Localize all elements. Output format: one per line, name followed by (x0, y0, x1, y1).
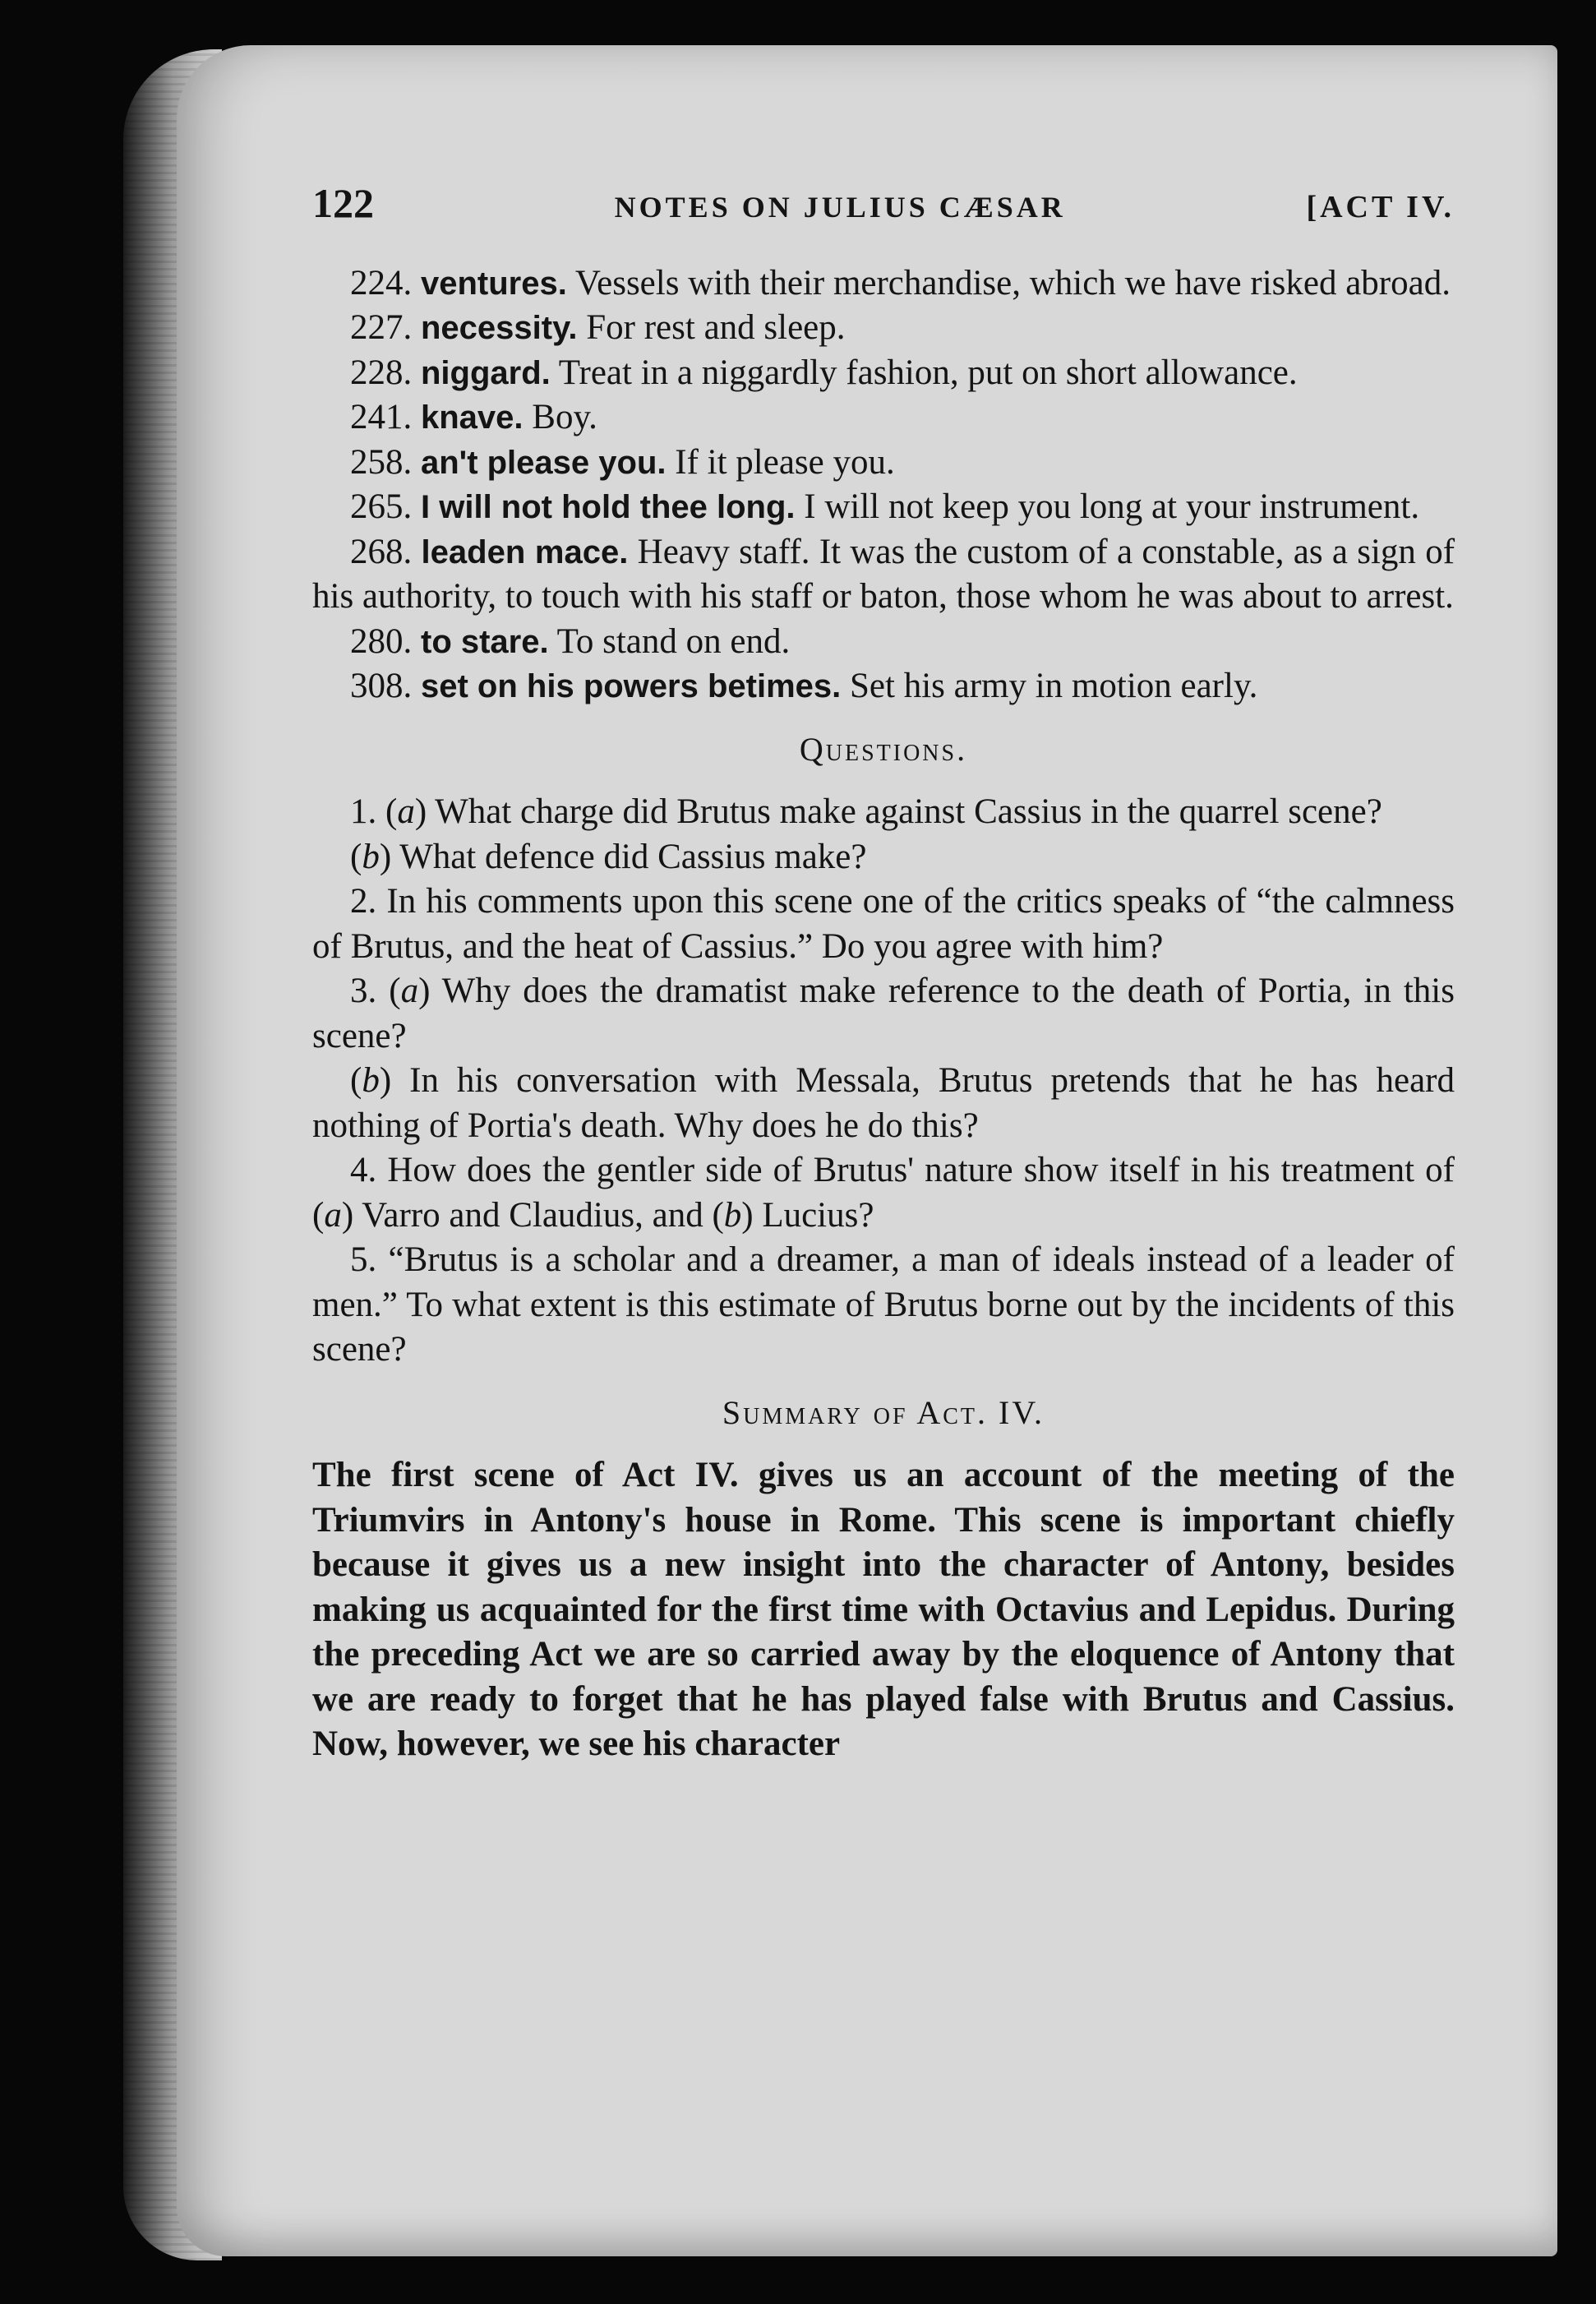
note-item: 258. an't please you. If it please you. (350, 442, 895, 482)
note-item: 224. ventures. Vessels with their merchandise, which we have risked abroad. (350, 263, 1451, 302)
act-label: [ACT IV. (1306, 190, 1455, 224)
question-item: 4. How does the gentler side of Brutus' nature show itself in his treatment of (a) Varro and Claudius, and (b) Lucius? (312, 1151, 1455, 1235)
notes-list (312, 261, 1455, 709)
running-head (312, 181, 1455, 230)
running-title: NOTES ON JULIUS CÆSAR (614, 191, 1066, 224)
note-item: 308. set on his powers betimes. Set his army in motion early. (350, 667, 1258, 705)
question-item: 3. (a) Why does the dramatist make reference to the death of Portia, in this scene? (312, 972, 1455, 1055)
note-item: 280. to stare. To stand on end. (350, 621, 791, 661)
note-item: 241. knave. Boy. (350, 398, 597, 436)
summary-paragraph: The first scene of Act IV. gives us an account of the meeting of the Triumvirs in Antony's house in Rome. This scene is important chiefly because it gives us a new insight into the character of Antony, besides making us acquainted for the first time with Octavius and Lepidus. During the preceding Act we are so carried away by the eloquence of Antony that we are ready to forget that he has played false with Brutus and Cassius. Now, however, we see his character (312, 1456, 1455, 1763)
page-number: 122 (312, 180, 374, 226)
question-item: 2. In his comments upon this scene one of the critics speaks of “the calmness of Brutus, and the heat of Cassius.” Do you agree with him? (312, 882, 1455, 966)
question-item: (b) In his conversation with Messala, Brutus pretends that he has heard nothing of Portia's death. Why does he do this? (312, 1061, 1455, 1145)
summary-heading: Summary of Act. IV. (722, 1393, 1045, 1431)
note-term: an't please you. (421, 444, 667, 481)
note-term: to stare. (421, 623, 549, 660)
note-item: 228. niggard. Treat in a niggardly fashion, put on short allowance. (350, 353, 1298, 392)
note-term: set on his powers betimes. (421, 668, 842, 704)
note-item: 268. leaden mace. Heavy staff. It was the custom of a constable, as a sign of his authority, to touch with his staff or baton, those whom he was about to arrest. (312, 532, 1455, 616)
note-term: knave. (421, 399, 524, 436)
note-item: 265. I will not hold thee long. I will not keep you long at your instrument. (350, 487, 1420, 526)
question-item: 1. (a) What charge did Brutus make against Cassius in the quarrel scene? (350, 792, 1382, 831)
question-item: (b) What defence did Cassius make? (350, 837, 867, 876)
page-content (312, 164, 1455, 1767)
note-term: I will not hold thee long. (421, 489, 796, 525)
note-term: niggard. (421, 354, 551, 391)
questions-list (312, 790, 1455, 1373)
question-item: 5. “Brutus is a scholar and a dreamer, a man of ideals instead of a leader of men.” To what extent is this estimate of Brutus borne out by the incidents of this scene? (312, 1240, 1455, 1369)
note-term: necessity. (421, 310, 578, 346)
questions-heading: Questions. (799, 730, 968, 768)
note-item: 227. necessity. For rest and sleep. (350, 308, 846, 347)
note-term: ventures. (421, 265, 567, 302)
note-term: leaden mace. (421, 533, 629, 570)
